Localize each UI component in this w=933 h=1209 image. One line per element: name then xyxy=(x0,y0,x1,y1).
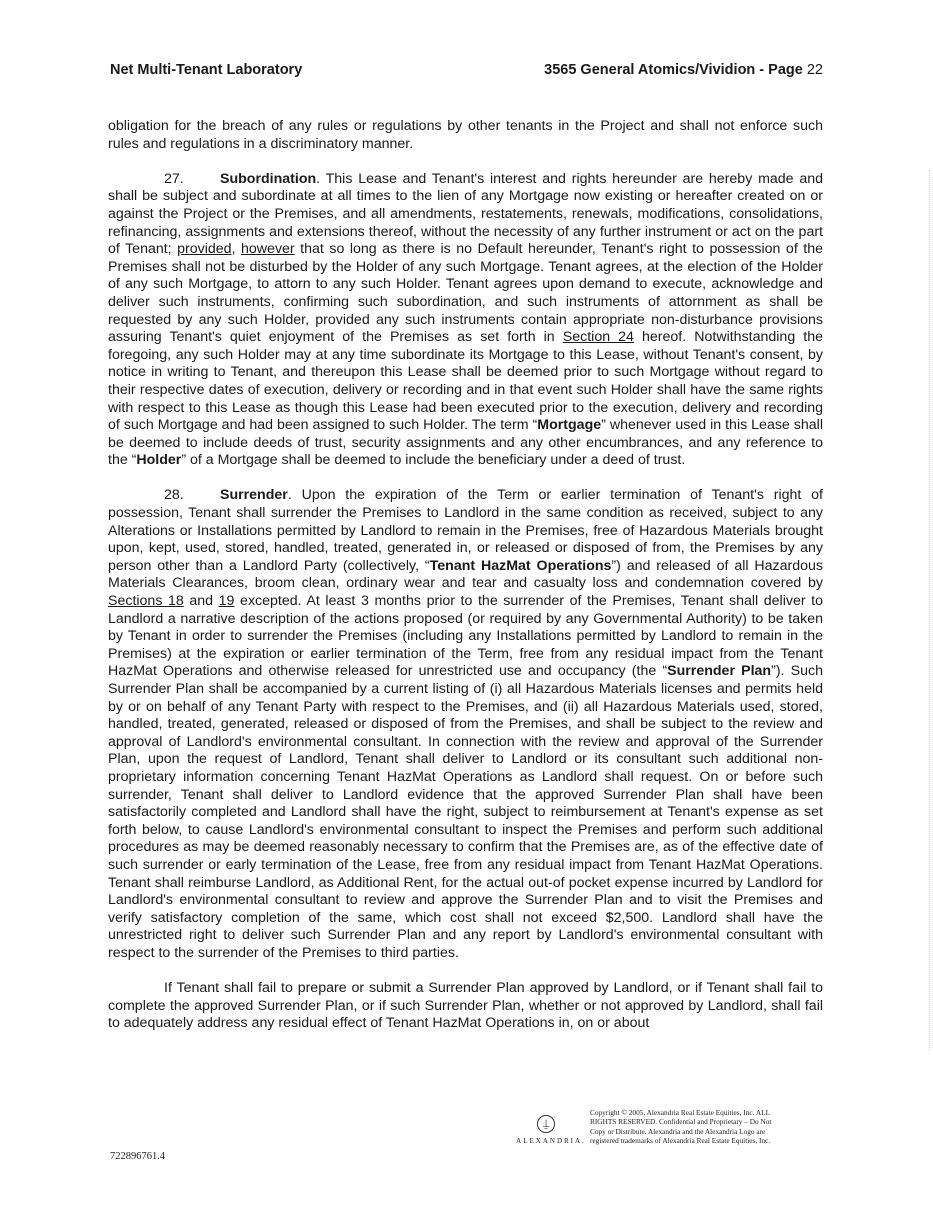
section-27-text: that so long as there is no Default hereunder, Tenant's right to possession of the Premises shall not be disturbed by the Holder of any such Mortgage. Tenant agrees, at the election of the Holder of any such Mortgage, to attorn to any such Holder. Tenant agrees upon demand to execute, acknowledge and deliver such instruments, confirming such subordination, and such instruments of attornment as shall be requested by any such Holder, provided any such instruments contain appropriate non-disturbance provisions assuring Tenant's quiet enjoyment of the Premises as set forth in xyxy=(108,241,823,346)
section-27-text: . This Lease and Tenant's interest and rights hereunder are hereby made and shall be subject and subordinate at all times to the lien of any Mortgage now existing or hereafter created on or against the Project or the Premises, and all amendments, restatements, renewals, modifications, consolidations, refinancing, assignments and extensions thereof, without the necessity of any further instrument or act on the part of Tenant; xyxy=(108,170,823,258)
provided-term: provided xyxy=(177,241,232,258)
section-28-text: ”) and released of all Hazardous Materials Clearances, broom clean, ordinary wear and tear and casualty loss and condemnation covered by xyxy=(108,557,823,592)
section-27-paragraph xyxy=(108,171,823,470)
section-28-paragraph xyxy=(108,487,823,962)
document-number: 722896761.4 xyxy=(110,1151,166,1162)
copyright-line: Copyright © 2005, Alexandria Real Estate Equities, Inc. ALL xyxy=(590,1108,771,1117)
logo-emblem-icon: ⍊ xyxy=(537,1115,555,1133)
header-page-number: 22 xyxy=(806,62,823,78)
section-27-text: ” of a Mortgage shall be deemed to include the beneficiary under a deed of trust. xyxy=(181,452,686,469)
copyright-line: registered trademarks of Alexandria Real Estate Equities, Inc. xyxy=(590,1135,771,1145)
mortgage-defined-term: Mortgage xyxy=(537,417,602,434)
copyright-line: Copy or Distribute. Alexandria and the Alexandria Logo are xyxy=(590,1126,766,1136)
section-19-reference: 19 xyxy=(218,593,235,610)
surrender-plan-defined-term: Surrender Plan xyxy=(667,663,772,680)
copyright-notice xyxy=(590,1108,822,1145)
section-28-text: ”). Such Surrender Plan shall be accompanied by a current listing of (i) all Hazardous Materials licenses and permits held by or on behalf of any Tenant Party with respect to the Premises, and (ii) all Hazardous Materials used, stored, handled, treated, generated, released or disposed of from the Premises, and shall be subject to the review and approval of Landlord's environmental consultant. In connection with the review and approval of the Surrender Plan, upon the request of Landlord, Tenant shall deliver to Landlord or its consultant such additional non-proprietary information concerning Tenant HazMat Operations as Landlord shall request. On or before such surrender, Tenant shall deliver to Landlord evidence that the approved Surrender Plan shall have been satisfactorily completed and Landlord shall have the right, subject to reimbursement at Tenant's expense as set forth below, to cause Landlord's environmental consultant to inspect the Premises and perform such additional procedures as may be deemed reasonably necessary to confirm that the Premises are, as of the effective date of such surrender or early termination of the Lease, free from any residual impact from Tenant HazMat Operations. Tenant shall reimburse Landlord, as Additional Rent, for the actual out-of pocket expense incurred by Landlord for Landlord's environmental consultant to review and approve the Surrender Plan and to visit the Premises and verify satisfactory completion of the same, which cost shall not exceed $2,500. Landlord shall have the unrestricted right to deliver such Surrender Plan and any report by Landlord's environmental consultant with respect to the surrender of the Premises to third parties. xyxy=(108,663,823,961)
section-28-text: excepted. At least 3 months prior to the surrender of the Premises, Tenant shall deliver to Landlord a narrative description of the actions proposed (or required by any Governmental Authority) to be taken by Tenant in order to surrender the Premises (including any Installations permitted by Landlord to remain in the Premises) at the expiration or earlier termination of the Term, free from any residual impact from the Tenant HazMat Operations and otherwise released for unrestricted use and occupancy (the “ xyxy=(108,593,823,680)
margin-scan-artifact xyxy=(929,170,932,1050)
section-28-text: . Upon the expiration of the Term or earlier termination of Tenant's right of possession, Tenant shall surrender the Premises to Landlord in the same condition as received, subject to any Alterations or Installations permitted by Landlord to remain in the Premises, free of Hazardous Materials brought upon, kept, used, stored, handled, treated, generated in, or released or disposed of from, the Premises by any person other than a Landlord Party (collectively, “ xyxy=(108,487,823,574)
hazmat-defined-term: Tenant HazMat Operations xyxy=(429,557,612,574)
and-text: and xyxy=(183,593,219,610)
document-body xyxy=(108,118,823,1050)
logo-wordmark: ALEXANDRIA. xyxy=(516,1137,586,1145)
header-title: Net Multi-Tenant Laboratory xyxy=(110,62,303,78)
page-header xyxy=(110,62,823,82)
holder-defined-term: Holder xyxy=(136,452,182,469)
however-term: however xyxy=(241,241,295,258)
section-28-heading: Surrender xyxy=(220,487,288,504)
section-28-number: 28. xyxy=(164,487,184,504)
final-paragraph: If Tenant shall fail to prepare or submit a Surrender Plan approved by Landlord, or if Tenant shall fail to complete the approved Surrender Plan, or if such Surrender Plan, whether or not approved by Landlord, shall fail to adequately address any residual effect of Tenant HazMat Operations in, on or about xyxy=(108,980,823,1032)
section-27-text: ” whenever used in this Lease shall be deemed to include deeds of trust, security assignments and any other encumbrances, and any reference to the “ xyxy=(108,417,823,469)
alexandria-logo xyxy=(510,1111,592,1147)
section-27-text: hereof. Notwithstanding the foregoing, any such Holder may at any time subordinate its Mortgage to this Lease, without Tenant's consent, by notice in writing to Tenant, and thereupon this Lease shall be deemed prior to such Mortgage without regard to their respective dates of execution, delivery or recording and in that event such Holder shall have the same rights with respect to this Lease as though this Lease had been executed prior to the execution, delivery and recording of such Mortgage and had been assigned to such Holder. The term “ xyxy=(108,329,823,434)
header-page-info xyxy=(544,62,823,78)
sections-18-reference: Sections 18 xyxy=(108,593,184,610)
copyright-line: RIGHTS RESERVED. Confidential and Proprietary – Do Not xyxy=(590,1117,772,1127)
comma-text: , xyxy=(231,241,242,258)
section-27-number: 27. xyxy=(164,170,184,187)
continuation-paragraph: obligation for the breach of any rules or regulations by other tenants in the Project and shall not enforce such rules and regulations in a discriminatory manner. xyxy=(108,118,823,152)
section-24-reference: Section 24 xyxy=(562,329,634,346)
section-27-heading: Subordination xyxy=(220,170,317,187)
header-address: 3565 General Atomics/Vividion - Page xyxy=(544,62,803,78)
